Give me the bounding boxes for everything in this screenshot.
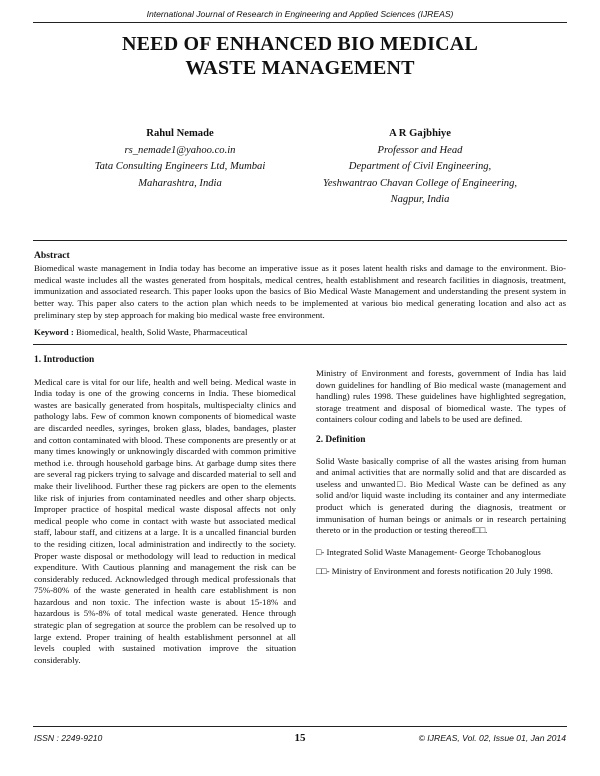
author-2-role: Professor and Head (377, 144, 463, 156)
author-2-name: A R Gajbhiye (389, 128, 451, 139)
author-1-org: Tata Consulting Engineers Ltd, Mumbai (94, 161, 266, 172)
keywords (34, 327, 247, 337)
author-1 (60, 126, 300, 192)
header-rule (33, 22, 567, 23)
author-2-college: Yeshwantrao Chavan College of Engineering, (322, 177, 518, 189)
footer-copyright: © IJREAS, Vol. 02, Issue 01, Jan 2014 (418, 733, 566, 743)
definition-heading: 2. Definition (316, 434, 366, 445)
footnote-2: □□- Ministry of Environment and forests notification 20 July 1998. (316, 566, 553, 577)
footer-rule (33, 726, 567, 727)
author-2 (300, 126, 540, 209)
title-line-1: NEED OF ENHANCED BIO MEDICAL (121, 33, 478, 55)
journal-header: International Journal of Research in Engineering and Applied Sciences (IJREAS) (146, 9, 454, 19)
intro-heading: 1. Introduction (34, 355, 95, 365)
author-1-name: Rahul Nemade (146, 128, 214, 139)
footnote-1: □- Integrated Solid Waste Management- George Tchobanoglous (316, 546, 541, 557)
author-1-location: Maharashtra, India (138, 177, 222, 189)
ministry-paragraph: Ministry of Environment and forests, government of India has laid down guidelines for handling of Bio medical waste (management and handling) rules 1998. These guidelines have highlighted segregation, storage treatment and disposal of biomedical waste. The types of containers colour coding and labels to be used are defined. (316, 368, 566, 425)
abstract-top-rule (33, 240, 567, 241)
keywords-text: Biomedical, health, Solid Waste, Pharmaceutical (73, 327, 248, 337)
author-2-location: Nagpur, India (390, 194, 450, 205)
author-2-dept: Department of Civil Engineering, (348, 161, 492, 172)
abstract-heading: Abstract (34, 250, 70, 261)
page-number: 15 (294, 732, 306, 744)
abstract-text: Biomedical waste management in India today has become an imperative issue as it poses latent health risks and damage to the environment. Bio-medical waste includes all the wastes generated from hospitals, medical centres, health establishment and research facilities in diagnosis, treatment, immunization and associated research. This paper looks upon the basics of Bio Medical Waste Management and understanding the present system in better way. This paper also caters to the action plan which needs to be implemented at various bio medical generating location and also act as preliminary step by step approach for making bio medical waste free environment. (34, 263, 566, 320)
abstract-bottom-rule (33, 344, 567, 345)
intro-text: Medical care is vital for our life, health and well being. Medical waste in India today is one of the growing concerns in India. These biomedical wastes are basically generated from hospitals, multispecialty clinics and pathology labs. Few of common known components of biomedical waste are discarded needles, syringes, broken glass, blades, bandages, plaster and cotton contaminated with blood. These components are presently or at many times knowingly or unknowingly discarded with common primitive method i.e. through household garbage bins. At garbage dump sites there are several rag pickers trying to salvage and discarded material to sell and make their livelihood. Further these rag pickers are open to the elements like risk of injuries from contaminated needles and other sharp objects. Improper practice of hospital medical waste disposal affects not only medical people who come in contact with waste but associated medical staff, labour staff, and citizens at a large. It is a uncalled financial burden to the residing citizen, local administration and indirectly to the society. Proper waste disposal or methodology will lead to reduction in medical expenditure. With Cautious planning and management the risk can be considerably reduced. Acknowledged through medical professionals that 75%-80% of the waste generated in health care establishment is non hazardous and non toxic. The infection waste is about 15-18% and hazardous is 5%-8% of total medical waste generated. Hence through strategic plan of segregation at source the problem can be resolved up to large extend. Proper training of health establishment personnel at all levels coupled with sustained motivation improve the situation considerably. (34, 376, 296, 665)
keywords-label: Keyword : (34, 327, 74, 337)
title-line-2: WASTE MANAGEMENT (185, 57, 415, 79)
left-column (34, 355, 296, 666)
paper-title (0, 32, 600, 80)
footer-issn: ISSN : 2249-9210 (34, 733, 103, 743)
definition-text: Solid Waste basically comprise of all the wastes arising from human and animal activities that are normally solid and that are discarded as useless and unwanted□. Bio Medical Waste can be defined as any solid and/or liquid waste including its container and any intermediate product which is generated during the diagnosis, treatment or immunisation of human beings or animals or in research pertaining thereto or in the production or testing thereof□□. (316, 455, 566, 536)
author-1-email: rs_nemade1@yahoo.co.in (124, 144, 236, 156)
right-column (316, 368, 566, 578)
